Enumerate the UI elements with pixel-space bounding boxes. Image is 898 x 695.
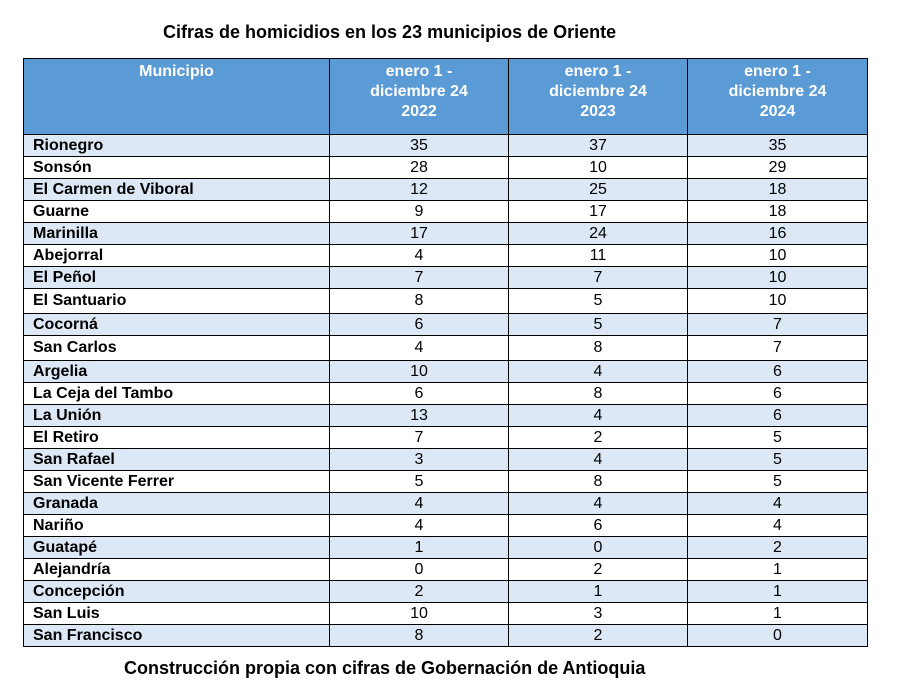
table-row (24, 603, 868, 625)
municipio-cell: Cocorná (24, 314, 330, 336)
municipio-cell: San Vicente Ferrer (24, 471, 330, 493)
header-2023-year: 2023 (580, 103, 616, 120)
value-2024-cell: 1 (688, 603, 868, 625)
value-2024-cell: 5 (688, 449, 868, 471)
value-2023-cell: 4 (509, 493, 688, 515)
municipio-cell: San Luis (24, 603, 330, 625)
value-2024-cell: 29 (688, 157, 868, 179)
value-2023-cell: 25 (509, 179, 688, 201)
header-2023-line1: enero 1 - (564, 63, 632, 80)
municipio-cell: Abejorral (24, 245, 330, 267)
value-2024-cell: 35 (688, 135, 868, 157)
value-2023-cell: 6 (509, 515, 688, 537)
header-2024-line2: diciembre 24 (728, 83, 827, 100)
value-2022-cell: 7 (330, 267, 509, 289)
value-2022-cell: 9 (330, 201, 509, 223)
value-2024-cell: 5 (688, 471, 868, 493)
table-row (24, 581, 868, 603)
municipio-cell: Concepción (24, 581, 330, 603)
value-2024-cell: 4 (688, 515, 868, 537)
municipio-cell: El Retiro (24, 427, 330, 449)
table-row (24, 515, 868, 537)
table-row (24, 135, 868, 157)
value-2022-cell: 4 (330, 245, 509, 267)
table-row (24, 223, 868, 245)
value-2022-cell: 8 (330, 625, 509, 647)
table-row (24, 383, 868, 405)
value-2023-cell: 8 (509, 336, 688, 361)
value-2024-cell: 10 (688, 245, 868, 267)
table-row (24, 361, 868, 383)
municipio-cell: Guarne (24, 201, 330, 223)
value-2023-cell: 4 (509, 449, 688, 471)
value-2022-cell: 13 (330, 405, 509, 427)
municipio-cell: La Unión (24, 405, 330, 427)
municipio-cell: Nariño (24, 515, 330, 537)
value-2022-cell: 6 (330, 383, 509, 405)
value-2024-cell: 10 (688, 267, 868, 289)
municipio-cell: San Rafael (24, 449, 330, 471)
value-2024-cell: 18 (688, 201, 868, 223)
value-2024-cell: 16 (688, 223, 868, 245)
table-row (24, 314, 868, 336)
header-2024 (688, 59, 868, 135)
value-2024-cell: 6 (688, 361, 868, 383)
header-municipio (24, 59, 330, 135)
table-row (24, 336, 868, 361)
value-2023-cell: 5 (509, 289, 688, 314)
value-2023-cell: 0 (509, 537, 688, 559)
table-row (24, 201, 868, 223)
source-footer: Construcción propia con cifras de Gobernación de Antioquia (124, 658, 646, 678)
value-2022-cell: 4 (330, 515, 509, 537)
value-2024-cell: 1 (688, 581, 868, 603)
value-2023-cell: 5 (509, 314, 688, 336)
value-2022-cell: 5 (330, 471, 509, 493)
value-2023-cell: 8 (509, 383, 688, 405)
value-2024-cell: 1 (688, 559, 868, 581)
table-row (24, 427, 868, 449)
value-2024-cell: 7 (688, 336, 868, 361)
municipio-cell: Alejandría (24, 559, 330, 581)
value-2024-cell: 10 (688, 289, 868, 314)
value-2022-cell: 28 (330, 157, 509, 179)
municipio-cell: San Carlos (24, 336, 330, 361)
municipio-cell: El Peñol (24, 267, 330, 289)
table-row (24, 157, 868, 179)
table-row (24, 267, 868, 289)
value-2022-cell: 12 (330, 179, 509, 201)
municipio-cell: Granada (24, 493, 330, 515)
value-2023-cell: 2 (509, 559, 688, 581)
value-2022-cell: 2 (330, 581, 509, 603)
municipio-cell: El Carmen de Viboral (24, 179, 330, 201)
value-2023-cell: 37 (509, 135, 688, 157)
table-row (24, 493, 868, 515)
value-2022-cell: 10 (330, 603, 509, 625)
table-row (24, 405, 868, 427)
value-2022-cell: 10 (330, 361, 509, 383)
value-2024-cell: 4 (688, 493, 868, 515)
value-2023-cell: 1 (509, 581, 688, 603)
value-2023-cell: 10 (509, 157, 688, 179)
value-2022-cell: 1 (330, 537, 509, 559)
header-municipio-label: Municipio (139, 63, 214, 80)
table-row (24, 625, 868, 647)
homicides-table (23, 58, 868, 647)
value-2022-cell: 35 (330, 135, 509, 157)
value-2024-cell: 2 (688, 537, 868, 559)
table-row (24, 559, 868, 581)
document-title: Cifras de homicidios en los 23 municipios de Oriente (163, 22, 617, 42)
value-2022-cell: 6 (330, 314, 509, 336)
table-row (24, 289, 868, 314)
municipio-cell: Sonsón (24, 157, 330, 179)
municipio-cell: El Santuario (24, 289, 330, 314)
table-row (24, 179, 868, 201)
value-2022-cell: 4 (330, 493, 509, 515)
value-2023-cell: 2 (509, 625, 688, 647)
table-row (24, 449, 868, 471)
value-2022-cell: 3 (330, 449, 509, 471)
municipio-cell: Marinilla (24, 223, 330, 245)
value-2023-cell: 17 (509, 201, 688, 223)
value-2023-cell: 24 (509, 223, 688, 245)
value-2022-cell: 0 (330, 559, 509, 581)
value-2023-cell: 8 (509, 471, 688, 493)
header-2023 (509, 59, 688, 135)
header-2022-year: 2022 (401, 103, 437, 120)
table-body (24, 135, 868, 647)
value-2023-cell: 4 (509, 361, 688, 383)
header-2022-line2: diciembre 24 (370, 83, 468, 100)
value-2024-cell: 7 (688, 314, 868, 336)
header-2024-line1: enero 1 - (744, 63, 811, 80)
value-2024-cell: 18 (688, 179, 868, 201)
value-2023-cell: 4 (509, 405, 688, 427)
value-2022-cell: 17 (330, 223, 509, 245)
municipio-cell: La Ceja del Tambo (24, 383, 330, 405)
municipio-cell: Guatapé (24, 537, 330, 559)
header-row (24, 59, 868, 135)
value-2023-cell: 3 (509, 603, 688, 625)
value-2024-cell: 5 (688, 427, 868, 449)
table-row (24, 245, 868, 267)
table-row (24, 471, 868, 493)
value-2024-cell: 6 (688, 405, 868, 427)
value-2024-cell: 6 (688, 383, 868, 405)
value-2023-cell: 2 (509, 427, 688, 449)
table-row (24, 537, 868, 559)
value-2022-cell: 8 (330, 289, 509, 314)
municipio-cell: Rionegro (24, 135, 330, 157)
header-2022-line1: enero 1 - (385, 63, 453, 80)
header-2022 (330, 59, 509, 135)
municipio-cell: Argelia (24, 361, 330, 383)
value-2022-cell: 4 (330, 336, 509, 361)
value-2023-cell: 11 (509, 245, 688, 267)
value-2022-cell: 7 (330, 427, 509, 449)
value-2023-cell: 7 (509, 267, 688, 289)
municipio-cell: San Francisco (24, 625, 330, 647)
value-2024-cell: 0 (688, 625, 868, 647)
header-2024-year: 2024 (759, 103, 796, 120)
header-2023-line2: diciembre 24 (549, 83, 647, 100)
